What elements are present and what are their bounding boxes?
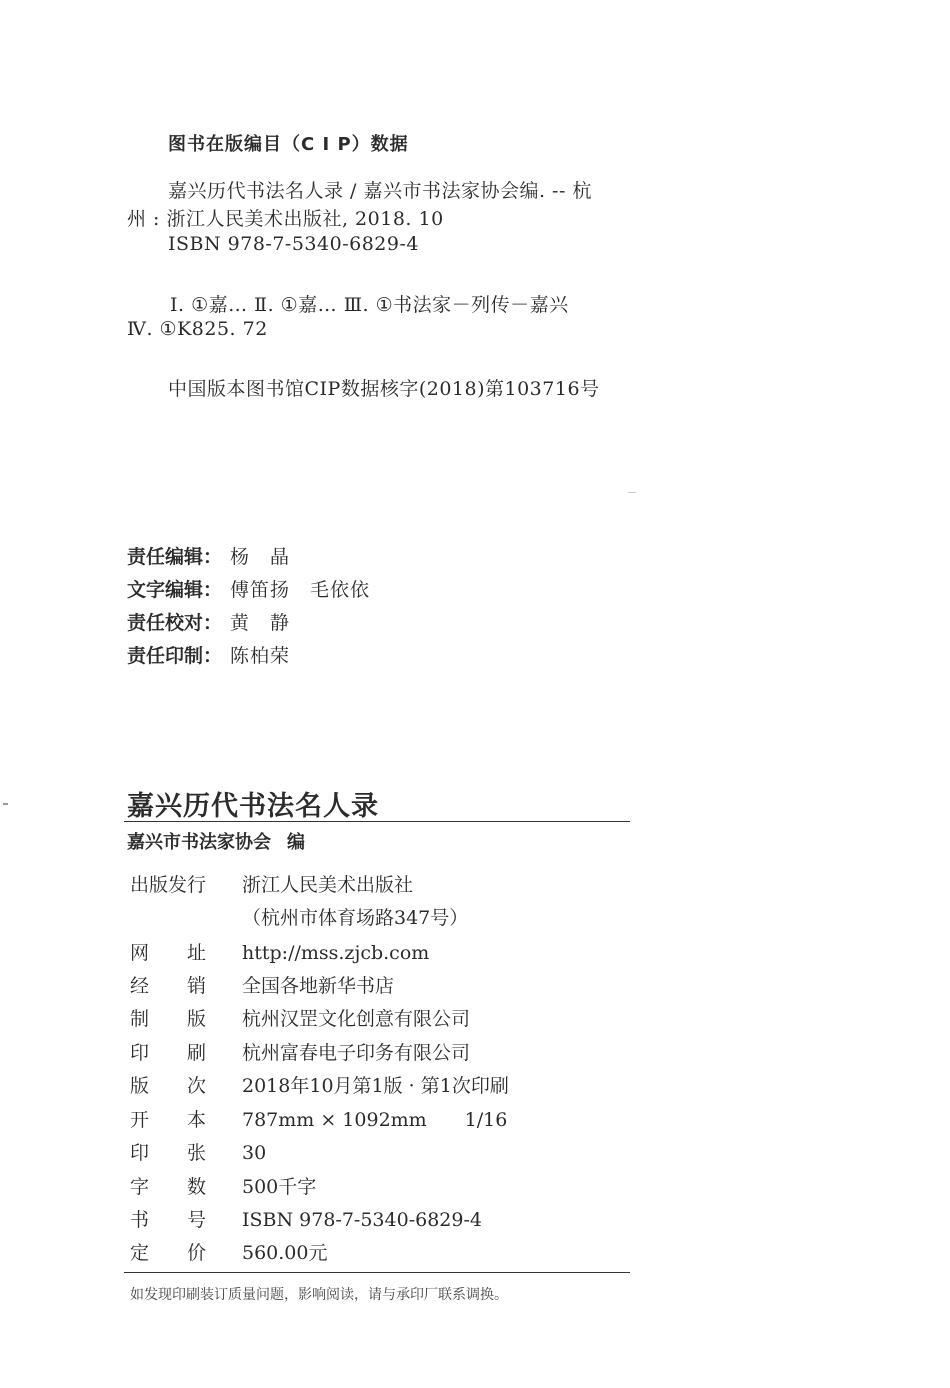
info-label: 印 刷 (130, 1042, 207, 1064)
staff-row (127, 608, 290, 635)
staff-row (127, 542, 290, 569)
cip-classification-line-2: Ⅳ. ①K825. 72 (127, 318, 268, 340)
cip-number: 中国版本图书馆CIP数据核字(2018)第103716号 (168, 378, 600, 400)
info-value: http://mss.zjcb.com (242, 942, 430, 964)
staff-row (127, 575, 370, 602)
staff-row (127, 641, 290, 668)
info-value: 787mm × 1092mm 1/16 (242, 1109, 508, 1131)
info-label: 经 销 (130, 975, 207, 997)
editor-name: 嘉兴市书法家协会 (127, 832, 271, 853)
info-value: 杭州汉罡文化创意有限公司 (242, 1008, 471, 1030)
info-row-format (130, 1105, 507, 1132)
cip-description-line-2: 州 : 浙江人民美术出版社, 2018. 10 (127, 208, 444, 230)
info-label: 出版发行 (130, 874, 207, 896)
staff-label: 文字编辑： (127, 579, 223, 601)
info-label: 定 价 (130, 1242, 207, 1264)
cip-classification-line-1: Ⅰ. ①嘉… Ⅱ. ①嘉… Ⅲ. ①书法家－列传－嘉兴 (170, 294, 569, 316)
info-label: 网 址 (130, 942, 207, 964)
info-value: 2018年10月第1版 · 第1次印刷 (242, 1075, 509, 1097)
title-divider (124, 821, 630, 822)
info-label: 字 数 (130, 1176, 207, 1198)
info-value: 560.00元 (242, 1242, 328, 1264)
info-value: 500千字 (242, 1176, 317, 1198)
info-label: 书 号 (130, 1209, 207, 1231)
info-value: ISBN 978-7-5340-6829-4 (242, 1209, 482, 1231)
info-row-sheets (130, 1138, 266, 1165)
staff-name: 黄 静 (230, 612, 291, 634)
cip-title: 图书在版编目（C I P）数据 (168, 134, 409, 155)
info-row-distributor (130, 971, 394, 998)
info-row-word-count (130, 1172, 316, 1199)
info-value: （杭州市体育场路347号） (242, 907, 469, 929)
info-value: 杭州富春电子印务有限公司 (242, 1042, 471, 1064)
staff-label: 责任编辑： (127, 546, 223, 568)
staff-label: 责任校对： (127, 612, 223, 634)
info-row-plate-making (130, 1004, 470, 1031)
info-label: 版 次 (130, 1075, 207, 1097)
scan-speck (3, 803, 8, 805)
info-row-website (130, 938, 429, 965)
info-value: 全国各地新华书店 (242, 975, 395, 997)
info-row-isbn (130, 1205, 482, 1232)
info-row-edition (130, 1071, 509, 1098)
info-row-price (130, 1238, 327, 1265)
book-title: 嘉兴历代书法名人录 (127, 791, 379, 822)
info-label: 印 张 (130, 1142, 207, 1164)
info-row-address (130, 903, 468, 930)
staff-name: 傅笛扬 毛依依 (230, 579, 371, 601)
info-row-printer (130, 1038, 470, 1065)
staff-label: 责任印制： (127, 645, 223, 667)
staff-name: 陈柏荣 (230, 645, 291, 667)
footer-notice: 如发现印刷装订质量问题，影响阅读，请与承印厂联系调换。 (130, 1287, 508, 1303)
editor-role: 编 (287, 832, 305, 853)
scan-speck (628, 492, 636, 493)
info-label: 制 版 (130, 1008, 207, 1030)
info-label: 开 本 (130, 1109, 207, 1131)
book-editor (127, 828, 305, 854)
info-value: 30 (242, 1142, 267, 1164)
staff-name: 杨 晶 (230, 546, 291, 568)
info-value: 浙江人民美术出版社 (242, 874, 414, 896)
footer-divider (124, 1272, 630, 1273)
info-row-publisher (130, 870, 413, 897)
cip-description-line-1: 嘉兴历代书法名人录 / 嘉兴市书法家协会编. -- 杭 (168, 180, 592, 202)
cip-isbn: ISBN 978-7-5340-6829-4 (168, 233, 419, 255)
